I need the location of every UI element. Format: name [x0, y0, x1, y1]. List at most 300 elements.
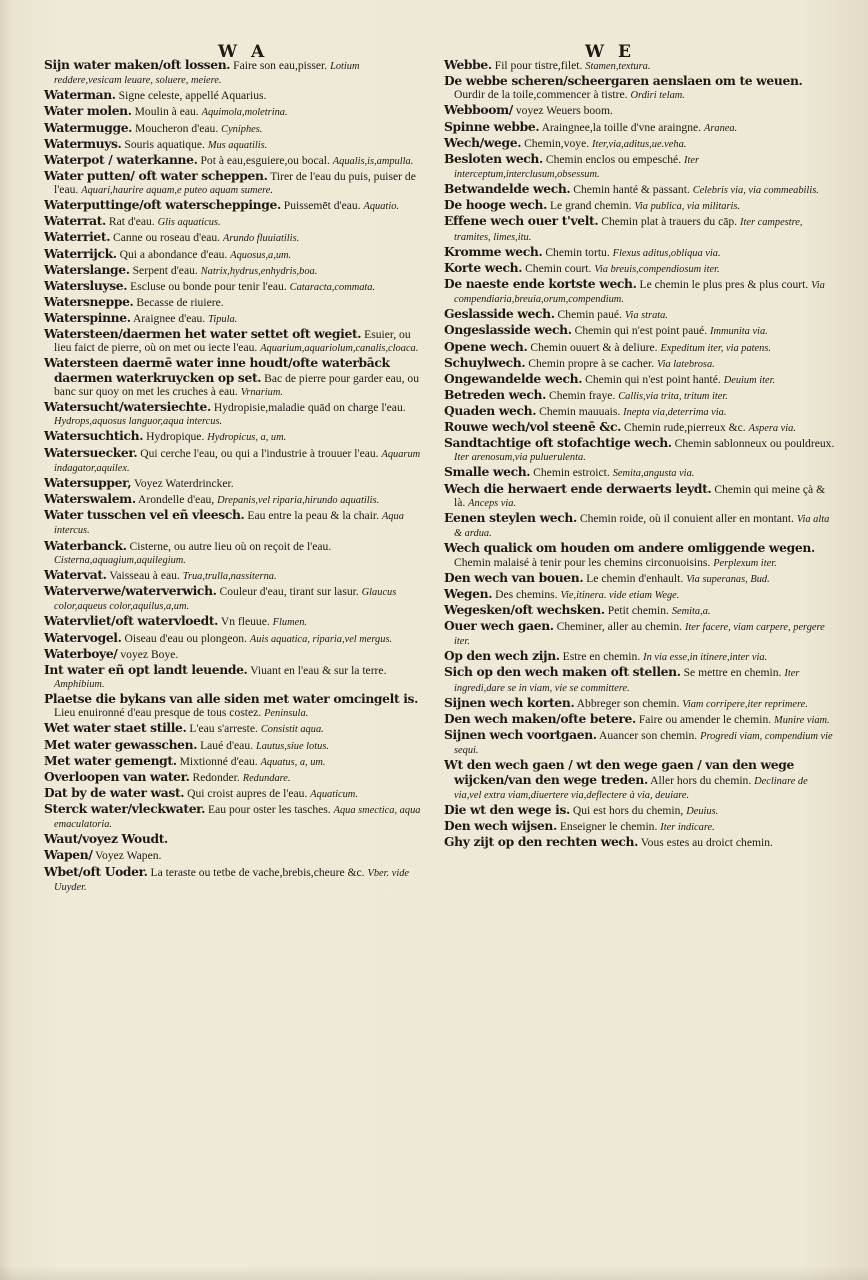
entry-latin: Vrnarium. [240, 386, 283, 398]
entry-latin: Anceps via. [468, 497, 517, 509]
entry-french: Cheminer, aller au chemin. [556, 620, 683, 633]
entry-headword: Sijnen wech voortgaen. [444, 727, 597, 743]
entry-french: Chemin estroict. [533, 466, 610, 480]
entry-latin: Aquarum indagator,aquilex. [54, 448, 421, 474]
dictionary-entry [444, 696, 836, 711]
entry-latin: Iter,via,aditus,ue.veha. [592, 138, 687, 150]
entry-latin: Consistit aqua. [260, 724, 324, 736]
dictionary-entry [444, 245, 836, 260]
entry-french: Se mettre en chemin. [683, 666, 782, 680]
entry-french: Chemin malaisé à tenir pour les chemins circonuoisins. [454, 555, 711, 569]
entry-french: L'eau s'arreste. [189, 722, 258, 736]
dictionary-entry [44, 230, 426, 245]
entry-french: Faire ou amender le chemin. [638, 712, 772, 726]
entry-french: Mixtionné d'eau. [179, 754, 258, 768]
dictionary-entry [44, 429, 426, 444]
dictionary-entry [44, 153, 426, 168]
entry-french: Vn fleuue. [220, 615, 270, 629]
entry-latin: Via superanas, Bud. [686, 573, 770, 585]
dictionary-entry [44, 738, 426, 753]
entry-headword: Kromme wech. [444, 243, 543, 259]
entry-latin: Auis aquatica, riparia,vel mergus. [249, 633, 393, 645]
entry-headword: Op den wech zijn. [444, 648, 560, 664]
dictionary-entry [444, 420, 836, 435]
entry-latin: Peninsula. [264, 708, 309, 720]
entry-latin: Aquosus,a,um. [230, 249, 292, 261]
dictionary-entry [44, 832, 426, 847]
dictionary-entry [444, 819, 836, 834]
dictionary-entry [444, 372, 836, 387]
entry-headword: Die wt den wege is. [444, 802, 570, 818]
entry-latin: Redundare. [242, 772, 291, 784]
entry-french: Faire son eau,pisser. [233, 59, 328, 72]
dictionary-entry [444, 214, 836, 244]
dictionary-entry [444, 482, 836, 511]
entry-french: Chemin qui n'est point paué. [574, 324, 708, 338]
dictionary-entry [444, 603, 836, 618]
entry-latin: Aqualis,is,ampulla. [332, 155, 414, 167]
entry-french: Chemin,voye. [524, 136, 590, 150]
entry-latin: In via esse,in itinere,inter via. [643, 652, 768, 664]
entry-french: Chemin qui meine çà & là. [454, 482, 826, 509]
entry-latin: Immunita via. [710, 326, 768, 338]
running-head-left: W A [218, 42, 269, 62]
entry-french: Araingnee,la toille d'vne araingne. [541, 120, 702, 134]
entry-latin: Iter campestre, tramites, limes,itu. [454, 217, 803, 243]
entry-latin: Semita,a. [671, 605, 711, 617]
dictionary-entry [444, 136, 836, 151]
dictionary-entry [444, 587, 836, 602]
entry-french: Esuier, ou lieu faict de pierre, où on met ou iecte l'eau. [54, 328, 411, 355]
entry-french: Chemin tortu. [545, 245, 610, 259]
dictionary-entry [444, 571, 836, 586]
entry-french: Laué d'eau. [200, 738, 254, 752]
entry-headword: Spinne webbe. [444, 118, 540, 134]
entry-french: Viuant en l'eau & sur la terre. [250, 663, 387, 677]
dictionary-entry [44, 295, 426, 310]
dictionary-entry [44, 476, 426, 491]
entry-headword: Watermuys. [44, 135, 122, 151]
entry-french: Chemin paué. [557, 308, 622, 322]
dictionary-entry [44, 169, 426, 198]
entry-latin: Hydrops,aquosus languor,aqua intercus. [54, 416, 223, 428]
entry-latin: Iter ingredi,dare se in viam, vie se committere. [454, 668, 800, 694]
dictionary-entry [444, 803, 836, 818]
dictionary-entry [444, 728, 836, 758]
entry-french: voyez Weuers boom. [515, 104, 613, 118]
entry-latin: Aqua smectica, aqua emaculatoria. [54, 804, 421, 831]
entry-latin: Aranea. [703, 122, 738, 134]
entry-latin: Via strata. [624, 310, 668, 322]
entry-headword: Rouwe wech/vol steenē &c. [444, 418, 622, 434]
entry-french: Couleur d'eau, tirant sur lasur. [219, 585, 359, 599]
entry-headword: Ongewandelde wech. [444, 370, 583, 386]
entry-headword: Watervogel. [44, 629, 122, 645]
entry-french: Escluse ou bonde pour tenir l'eau. [130, 279, 287, 293]
dictionary-entry [44, 508, 426, 538]
entry-french: Tirer de l'eau du puis, puiser de l'eau. [54, 169, 416, 197]
entry-headword: Watersneppe. [44, 293, 134, 309]
entry-latin: Progredi viam, compendium vie sequi. [454, 731, 833, 757]
dictionary-entry [44, 663, 426, 692]
entry-latin: Mus aquatilis. [207, 139, 268, 151]
entry-french: Qui est hors du chemin, [572, 804, 684, 818]
dictionary-entry [44, 539, 426, 568]
entry-latin: Aqua intercus. [54, 511, 404, 537]
entry-latin: Ordiri telam. [630, 90, 685, 102]
dictionary-entry [444, 323, 836, 338]
entry-headword: Geslasside wech. [444, 306, 555, 322]
entry-latin: Inepta via,deterrima via. [623, 406, 727, 418]
entry-french: Chemin plat à trauers du cāp. [601, 215, 738, 229]
entry-french: Petit chemin. [607, 603, 669, 617]
entry-french: Chemin court. [525, 261, 592, 275]
entry-latin: Flexus aditus,obliqua via. [612, 247, 721, 259]
entry-headword: Waterpot / waterkanne. [44, 151, 198, 167]
entry-latin: Via latebrosa. [657, 358, 715, 370]
entry-french: Qui croist aupres de l'eau. [187, 786, 308, 800]
dictionary-entry [44, 721, 426, 736]
entry-french: Abbreger son chemin. [576, 696, 680, 710]
dictionary-entry [44, 770, 426, 785]
entry-headword: Waterslange. [44, 261, 130, 277]
entry-latin: Deuius. [686, 806, 719, 818]
entry-latin: Callis,via trita, tritum iter. [618, 390, 728, 402]
entry-headword: Waterswalem. [44, 491, 136, 507]
entry-french: Arondelle d'eau, [138, 493, 215, 507]
entry-headword: Wbet/oft Uoder. [44, 863, 148, 879]
entry-latin: Hydropicus, a, um. [207, 432, 287, 444]
entry-french: Vaisseau à eau. [109, 568, 180, 582]
dictionary-entry [444, 120, 836, 135]
entry-french: Chemin mauuais. [539, 404, 621, 418]
entry-latin: Arundo fluuiatilis. [223, 233, 300, 245]
entry-headword: Wapen/ [44, 847, 93, 863]
entry-headword: Sandtachtige oft stofachtige wech. [444, 435, 672, 451]
entry-headword: Sijnen wech korten. [444, 694, 575, 710]
dictionary-entry [444, 198, 836, 213]
dictionary-entry [444, 152, 836, 182]
entry-french: Souris aquatique. [124, 137, 205, 151]
entry-latin: Lotium reddere,vesicam leuare, soluere, meiere. [54, 61, 360, 87]
dictionary-entry [44, 58, 426, 88]
entry-french: Chemin propre à se cacher. [528, 356, 655, 370]
dictionary-entry [44, 137, 426, 152]
entry-headword: Waterverwe/waterverwich. [44, 583, 217, 599]
entry-headword: Wt den wech gaen / wt den wege gaen / van den wege wijcken/van den wege treden. [444, 757, 794, 787]
dictionary-entry [444, 665, 836, 695]
entry-french: Fil pour tistre,filet. [494, 59, 583, 72]
entry-french: voyez Boye. [120, 647, 179, 661]
entry-headword: Watersupper, [44, 474, 132, 490]
entry-headword: Effene wech ouer t'velt. [444, 213, 599, 229]
entry-headword: De hooge wech. [444, 197, 548, 213]
entry-latin: Vber. vide Uuyder. [54, 867, 410, 893]
entry-latin: Stamen,textura. [585, 61, 651, 72]
entry-french: Aller hors du chemin. [650, 773, 752, 787]
entry-headword: Waterputtinge/oft waterscheppinge. [44, 197, 281, 213]
dictionary-entry [444, 58, 836, 73]
entry-latin: Aquatus, a, um. [260, 756, 326, 768]
dictionary-entry [444, 541, 836, 570]
entry-headword: Watersucht/watersiechte. [44, 399, 211, 415]
dictionary-entry [44, 446, 426, 476]
entry-headword: Met water gewasschen. [44, 736, 198, 752]
dictionary-entry [44, 802, 426, 832]
entry-latin: Semita,angusta via. [612, 468, 695, 480]
dictionary-entry [44, 121, 426, 136]
entry-headword: Schuylwech. [444, 354, 526, 370]
dictionary-entry [44, 568, 426, 583]
entry-latin: Lautus,siue lotus. [255, 740, 329, 752]
entry-french: Chemin rude,pierreux &c. [624, 420, 746, 434]
entry-latin: Cyniphes. [221, 123, 263, 135]
dictionary-entry [44, 104, 426, 119]
entry-french: Rat d'eau. [108, 215, 155, 229]
dictionary-entry [44, 311, 426, 326]
entry-headword: Webboom/ [444, 102, 513, 118]
entry-headword: Watervliet/oft watervloedt. [44, 613, 219, 629]
dictionary-entry [44, 214, 426, 229]
entry-headword: Waterman. [44, 87, 116, 103]
entry-headword: Webbe. [444, 57, 492, 72]
dictionary-entry [444, 404, 836, 419]
entry-headword: Waut/voyez Woudt. [44, 831, 168, 847]
dictionary-entry [44, 198, 426, 213]
entry-french: Serpent d'eau. [132, 263, 198, 277]
entry-latin: Cisterna,aquagium,aquilegium. [54, 554, 186, 566]
dictionary-entry [44, 263, 426, 278]
entry-headword: Besloten wech. [444, 150, 543, 166]
entry-french: Estre en chemin. [562, 650, 641, 664]
entry-french: Araignee d'eau. [132, 311, 206, 325]
entry-headword: Waterrijck. [44, 245, 117, 261]
entry-french: Eau entre la peau & la chair. [247, 509, 380, 523]
dictionary-entry [444, 758, 836, 802]
entry-latin: Natrix,hydrus,enhydris,boa. [200, 265, 318, 277]
entry-latin: Via breuis,compendiosum iter. [594, 263, 720, 275]
entry-latin: Declinare de via,vel extra viam,diuertere via,deflectere à via, deuiare. [454, 775, 808, 802]
entry-latin: Expeditum iter, via patens. [660, 342, 771, 354]
entry-latin: Aspera via. [748, 422, 796, 434]
entry-headword: Sich op den wech maken oft stellen. [444, 664, 681, 680]
entry-french: Qui cerche l'eau, ou qui a l'industrie à trouuer l'eau. [140, 446, 379, 460]
entry-headword: Int water eñ opt landt leuende. [44, 661, 248, 677]
dictionary-entry [44, 786, 426, 801]
dictionary-entry [44, 614, 426, 629]
entry-headword: Wech qualick om houden om andere omliggende wegen. [444, 540, 815, 556]
dictionary-entry [444, 261, 836, 276]
page-edge-shadow [0, 1266, 868, 1280]
entry-french: Voyez Waterdrincker. [133, 476, 234, 490]
entry-french: Lieu enuironné d'eau presque de tous costez. [54, 706, 262, 720]
dictionary-entry [444, 712, 836, 727]
dictionary-entry [44, 647, 426, 662]
entry-latin: Aquimola,moletrina. [201, 107, 288, 119]
entry-latin: Flumen. [272, 617, 308, 629]
entry-french: Chemin roide, où il conuient aller en montant. [579, 511, 794, 525]
dictionary-entry [44, 865, 426, 895]
entry-french: Hydropique. [146, 430, 205, 444]
entry-latin: Celebris via, via commeabilis. [692, 185, 819, 197]
dictionary-entry [444, 649, 836, 664]
entry-headword: Wech/wege. [444, 134, 522, 150]
entry-headword: Wech die herwaert ende derwaerts leydt. [444, 480, 712, 496]
entry-french: Cisterne, ou autre lieu où on reçoit de l'eau. [129, 539, 332, 553]
dictionary-entry [44, 327, 426, 356]
dictionary-entry [44, 754, 426, 769]
entry-headword: Waterspinne. [44, 309, 131, 325]
entry-headword: Water tusschen vel eñ vleesch. [44, 507, 245, 523]
entry-french: Pot à eau,esguiere,ou bocal. [200, 153, 330, 167]
entry-headword: De naeste ende kortste wech. [444, 275, 637, 291]
entry-french: Oiseau d'eau ou plongeon. [124, 631, 247, 645]
entry-french: Voyez Wapen. [95, 849, 162, 863]
entry-headword: Watersteen/daermen het water settet oft wegiet. [44, 326, 362, 341]
entry-headword: Watermugge. [44, 119, 133, 135]
entry-headword: Wegen. [444, 585, 493, 601]
entry-french: Ourdir de la toile,commencer à tistre. [454, 88, 628, 102]
entry-headword: Waterriet. [44, 229, 111, 245]
entry-french: Canne ou roseau d'eau. [113, 231, 221, 245]
dictionary-entry [44, 88, 426, 103]
dictionary-entry [44, 692, 426, 721]
entry-latin: Tipula. [208, 313, 238, 325]
dictionary-entry [444, 277, 836, 307]
dictionary-entry [444, 307, 836, 322]
entry-french: Chemin sablonneux ou pouldreux. [674, 437, 835, 451]
entry-french: Chemin hanté & passant. [573, 183, 690, 197]
dictionary-entry [444, 436, 836, 465]
dictionary-entry [44, 279, 426, 294]
entry-latin: Aquarium,aquariolum,canalis,cloaca. [260, 343, 419, 355]
entry-french: Chemin enclos ou empesché. [545, 152, 682, 166]
dictionary-entry [444, 835, 836, 850]
right-column [444, 58, 836, 851]
entry-latin: Aquatio. [363, 201, 399, 213]
entry-headword: Den wech maken/ofte betere. [444, 710, 636, 726]
dictionary-entry [444, 103, 836, 118]
entry-latin: Vie,itinera. vide etiam Wege. [560, 589, 680, 601]
entry-latin: Glaucus color,aqueus color,aquilus,a,um. [54, 587, 397, 613]
entry-french: Des chemins. [495, 587, 558, 601]
entry-headword: Opene wech. [444, 338, 528, 354]
entry-latin: Iter facere, viam carpere, pergere iter. [454, 622, 825, 648]
entry-french: Auancer son chemin. [599, 729, 698, 743]
entry-headword: Betwandelde wech. [444, 181, 571, 197]
entry-headword: Met water gemengt. [44, 752, 177, 768]
entry-headword: Watersuchtich. [44, 428, 144, 444]
entry-headword: Ghy zijt op den rechten wech. [444, 834, 639, 850]
entry-french: Signe celeste, appellé Aquarius. [118, 89, 267, 103]
entry-headword: Sterck water/vleckwater. [44, 800, 206, 816]
entry-headword: Plaetse die bykans van alle siden met water omcingelt is. [44, 691, 419, 707]
entry-latin: Via compendiaria,breuia,orum,compendium. [454, 279, 825, 306]
entry-french: Enseigner le chemin. [559, 820, 658, 834]
dictionary-entry [44, 584, 426, 614]
entry-headword: Waterboye/ [44, 645, 118, 661]
entry-latin: Trua,trulla,nassiterna. [182, 570, 277, 582]
entry-headword: Den wech van bouen. [444, 569, 584, 585]
entry-headword: Quaden wech. [444, 402, 537, 418]
entry-headword: Sijn water maken/oft lossen. [44, 57, 231, 72]
entry-headword: Water putten/ oft water scheppen. [44, 167, 268, 183]
entry-french: Bac de pierre pour garder eau, ou banc sur quoy on met les cruches à eau. [54, 371, 419, 398]
entry-french: Moulin à eau. [134, 105, 199, 119]
entry-latin: Via alta & ardua. [454, 513, 830, 540]
entry-headword: Ongeslasside wech. [444, 322, 572, 338]
entry-french: Puissemēt d'eau. [283, 199, 361, 213]
entry-latin: Iter interceptum,interclusum,obsessum. [454, 154, 700, 181]
entry-headword: Watervat. [44, 566, 107, 582]
entry-headword: Overloopen van water. [44, 768, 190, 784]
dictionary-entry [444, 465, 836, 480]
entry-french: Eau pour oster les tasches. [208, 802, 331, 816]
entry-latin: Munire viam. [774, 714, 830, 726]
dictionary-entry [44, 400, 426, 429]
entry-latin: Aquari,haurire aquam,e puteo aquam sumere. [81, 185, 273, 197]
entry-latin: Aquaticum. [310, 788, 358, 800]
entry-headword: Watersteen daermē water inne houdt/ofte waterbāck daermen waterkruycken op set. [44, 355, 390, 385]
entry-french: Chemin qui n'est point hanté. [585, 372, 721, 386]
dictionary-entry [444, 182, 836, 197]
entry-french: Moucheron d'eau. [135, 121, 219, 135]
entry-latin: Via publica, via militaris. [634, 201, 741, 213]
entry-french: Le chemin le plus pres & plus court. [639, 277, 809, 291]
entry-latin: Cataracta,commata. [289, 281, 376, 293]
entry-french: Hydropisie,maladie quād on charge l'eau. [213, 401, 406, 415]
entry-french: Vous estes au droict chemin. [640, 836, 773, 850]
dictionary-entry [444, 340, 836, 355]
entry-headword: Wegesken/oft wechsken. [444, 601, 605, 617]
entry-headword: Den wech wijsen. [444, 818, 557, 834]
entry-french: Chemin ouuert & à deliure. [530, 340, 658, 354]
entry-headword: Watersluyse. [44, 277, 128, 293]
entry-headword: De webbe scheren/scheergaren aenslaen om te weuen. [444, 73, 803, 89]
entry-headword: Eenen steylen wech. [444, 509, 577, 525]
running-head-right: W E [585, 42, 635, 62]
entry-headword: Waterbanck. [44, 537, 127, 553]
dictionary-entry [444, 511, 836, 541]
entry-french: Le grand chemin. [549, 199, 632, 213]
entry-latin: Perplexum iter. [713, 557, 777, 569]
dictionary-entry [44, 848, 426, 863]
entry-headword: Smalle wech. [444, 464, 531, 480]
entry-headword: Water molen. [44, 103, 132, 119]
entry-french: Chemin fraye. [548, 388, 616, 402]
dictionary-entry [444, 74, 836, 103]
entry-headword: Betreden wech. [444, 386, 547, 402]
entry-french: Redonder. [192, 770, 240, 784]
entry-french: La teraste ou tetbe de vache,brebis,cheure &c. [150, 865, 365, 879]
entry-french: Becasse de riuiere. [136, 295, 224, 309]
dictionary-entry [444, 619, 836, 649]
entry-headword: Wet water staet stille. [44, 720, 187, 736]
dictionary-entry [44, 631, 426, 646]
dictionary-entry [444, 388, 836, 403]
dictionary-entry [44, 492, 426, 507]
entry-latin: Viam corripere,iter reprimere. [682, 698, 808, 710]
dictionary-entry [444, 356, 836, 371]
entry-headword: Ouer wech gaen. [444, 618, 554, 633]
entry-headword: Watersuecker. [44, 444, 138, 460]
entry-headword: Dat by de water wast. [44, 784, 185, 800]
entry-latin: Drepanis,vel riparia,hirundo aquatilis. [217, 495, 380, 507]
entry-french: Qui a abondance d'eau. [119, 247, 228, 261]
entry-french: Le chemin d'enhault. [586, 571, 684, 585]
entry-latin: Glis aquaticus. [157, 217, 221, 229]
dictionary-entry [44, 356, 426, 399]
